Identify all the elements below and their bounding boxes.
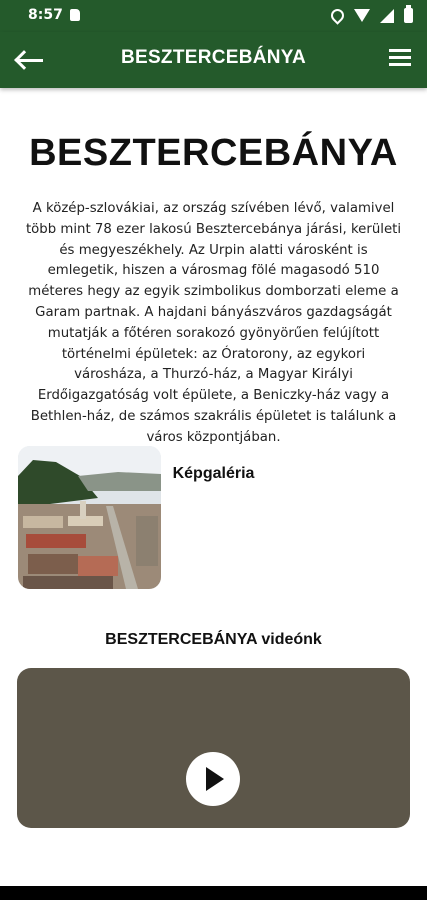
gallery-image[interactable] (18, 446, 161, 589)
sd-card-icon (70, 9, 80, 21)
video-title: BESZTERCEBÁNYA videónk (105, 631, 322, 648)
status-icons (331, 8, 413, 23)
hamburger-menu-icon (389, 49, 411, 52)
location-icon (328, 6, 346, 24)
intro-text: A közép-szlovákiai, az ország szívében lévő, valamivel több mint 78 ezer lakosú Besztercebánya járási, kerületi és megyeszékhely. Az Urpin alatti városként is emlegetik, hiszen a városmag fölé magasodó 510 méteres hegy az egyik szimbolikus domborzati eleme a Garam partnak. A hajdani bányászváros gazdagságát mutatják a főtéren sorakozó gyönyörűen felújított történelmi épületek: az Óratorony, az egykori városháza, a Thurzó-ház, a Magyar Királyi Erdőigazgatóság volt épülete, a Beniczky-ház vagy a Bethlen-ház, de számos szakrális épületet is találunk a város központjában. (25, 201, 402, 445)
main-content (0, 88, 427, 483)
app-bar-title: BESZTERCEBÁNYA (120, 47, 307, 68)
city-photo-illustration (18, 446, 161, 589)
gesture-bar (0, 886, 427, 900)
play-icon[interactable] (186, 752, 240, 806)
gallery-title: Képgaléria (172, 464, 255, 482)
page-title: BESZTERCEBÁNYA (29, 132, 398, 174)
app-bar (0, 32, 427, 88)
navigation-bar (0, 886, 427, 900)
wifi-icon (354, 9, 370, 22)
video-player[interactable] (17, 668, 410, 828)
signal-icon (380, 9, 394, 23)
menu-button[interactable] (389, 49, 411, 71)
back-button[interactable] (12, 44, 52, 76)
battery-icon (404, 8, 413, 23)
status-bar (0, 0, 427, 32)
status-time: 8:57 (28, 7, 63, 23)
